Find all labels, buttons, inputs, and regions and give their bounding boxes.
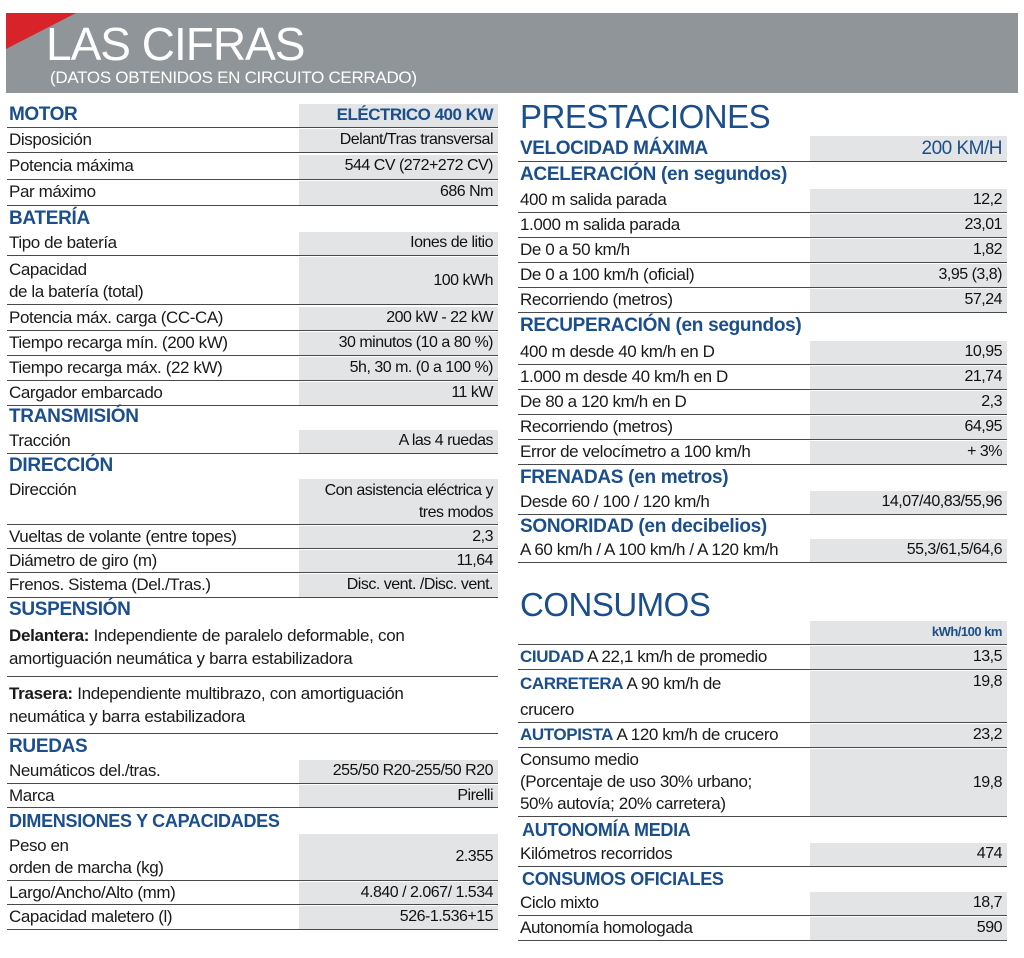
carretera-text-2: crucero <box>520 700 574 719</box>
row-value: 10,95 <box>809 341 1007 364</box>
row-value: 100 kWh <box>298 257 498 304</box>
row-label: Recorriendo (metros) <box>520 417 673 436</box>
table-row <box>7 357 498 381</box>
row-label <box>518 724 809 747</box>
row-label-line: orden de marcha (kg) <box>9 858 164 877</box>
carretera-row <box>518 671 1007 723</box>
table-row <box>518 341 1007 365</box>
trasera-text-1: Independiente multibrazo, con amortiguación <box>77 684 404 703</box>
autonomia-section-title: AUTONOMÍA MEDIA <box>522 820 691 840</box>
table-row <box>7 785 498 808</box>
velocidad-row <box>518 136 1007 162</box>
row-label: A 60 km/h / A 100 km/h / A 120 km/h <box>520 540 779 559</box>
row-value-line: Con asistencia eléctrica y <box>324 482 493 499</box>
row-value: + 3% <box>809 441 1007 464</box>
row-value: Disc. vent. /Disc. vent. <box>298 574 498 597</box>
motor-header-row <box>7 104 498 128</box>
row-value: 19,8 <box>809 749 1007 816</box>
autopista-key: AUTOPISTA <box>520 725 614 744</box>
row-label: Tiempo recarga máx. (22 kW) <box>9 358 223 377</box>
row-value: Iones de litio <box>298 232 498 255</box>
page-title: LAS CIFRAS <box>46 18 305 70</box>
row-label <box>7 257 298 304</box>
table-row <box>518 391 1007 415</box>
delantera-text-1: Independiente de paralelo deformable, con <box>93 626 405 645</box>
row-value: 544 CV (272+272 CV) <box>298 155 498 179</box>
row-label: 400 m salida parada <box>520 190 667 209</box>
row-value: 4.840 / 2.067/ 1.534 <box>298 882 498 904</box>
row-value: 2,3 <box>809 391 1007 414</box>
row-value: 255/50 R20-255/50 R20 <box>298 760 498 783</box>
row-label: Tipo de batería <box>9 233 117 252</box>
row-value: Pirelli <box>298 785 498 807</box>
suspension-trasera <box>9 682 498 728</box>
row-label: Disposición <box>9 130 92 149</box>
table-row <box>518 892 1007 916</box>
row-value: 21,74 <box>809 366 1007 389</box>
table-row <box>7 332 498 356</box>
row-value: 3,95 (3,8) <box>809 264 1007 287</box>
ruedas-section-title: RUEDAS <box>9 736 88 757</box>
table-row <box>518 917 1007 941</box>
medio-line-2: (Porcentaje de uso 30% urbano; <box>520 772 752 791</box>
table-row <box>7 834 498 881</box>
aceleracion-sub: (en segundos) <box>661 164 787 185</box>
table-row <box>518 189 1007 213</box>
row-label: 1.000 m salida parada <box>520 215 680 234</box>
consumos-unit-row <box>518 621 1007 645</box>
row-value: 57,24 <box>809 289 1007 312</box>
page-subtitle: (DATOS OBTENIDOS EN CIRCUITO CERRADO) <box>50 68 417 87</box>
ciudad-text: A 22,1 km/h de promedio <box>587 647 767 666</box>
header-banner <box>6 13 1018 93</box>
carretera-text-1: A 90 km/h de <box>626 674 721 693</box>
row-label: Neumáticos del./tras. <box>9 761 161 780</box>
row-label: Recorriendo (metros) <box>520 290 673 309</box>
autopista-text: A 120 km/h de crucero <box>616 725 779 744</box>
row-label: Marca <box>9 786 55 805</box>
row-value <box>298 479 498 524</box>
row-label-line: de la batería (total) <box>9 282 144 301</box>
row-label: Ciclo mixto <box>520 893 599 912</box>
row-label: Error de velocímetro a 100 km/h <box>520 442 751 461</box>
bateria-section-title: BATERÍA <box>9 208 90 229</box>
divider <box>7 733 498 734</box>
row-value: 11,64 <box>298 550 498 572</box>
row-value: 590 <box>809 917 1007 940</box>
table-row <box>7 430 498 454</box>
aceleracion-section-title <box>520 164 787 186</box>
ciudad-row <box>518 646 1007 670</box>
row-value: 64,95 <box>809 416 1007 439</box>
autopista-row <box>518 724 1007 748</box>
row-label: De 80 a 120 km/h en D <box>520 392 687 411</box>
recuperacion-label: RECUPERACIÓN <box>520 315 671 336</box>
row-value: 1,82 <box>809 239 1007 262</box>
table-row <box>7 307 498 331</box>
sonoridad-label: SONORIDAD <box>520 516 634 537</box>
delantera-text-2: amortiguación neumática y barra estabilizadora <box>9 649 353 668</box>
row-label: Kilómetros recorridos <box>520 844 673 863</box>
medio-line-3: 50% autovía; 20% carretera) <box>520 794 726 813</box>
row-label: Tracción <box>9 431 71 450</box>
table-row <box>7 479 498 525</box>
table-row <box>7 882 498 905</box>
row-value: Delant/Tras transversal <box>298 129 498 152</box>
table-row <box>518 491 1007 515</box>
table-row <box>7 526 498 549</box>
table-row <box>7 382 498 406</box>
row-value: 13,5 <box>809 646 1007 669</box>
row-label-line: Peso en <box>9 836 69 855</box>
row-label: 1.000 m desde 40 km/h en D <box>520 367 728 386</box>
direccion-section-title: DIRECCIÓN <box>9 455 113 476</box>
carretera-key: CARRETERA <box>520 674 624 693</box>
frenadas-section-title <box>520 467 728 489</box>
velocidad-label: VELOCIDAD MÁXIMA <box>520 138 708 159</box>
table-row <box>518 539 1007 563</box>
row-label <box>518 671 809 722</box>
consumos-title: CONSUMOS <box>520 586 711 623</box>
ciudad-key: CIUDAD <box>520 647 584 666</box>
oficiales-section-title: CONSUMOS OFICIALES <box>522 869 724 889</box>
row-value: 23,01 <box>809 214 1007 237</box>
frenadas-sub: (en metros) <box>628 467 729 488</box>
table-row <box>518 289 1007 313</box>
dimensiones-section-title: DIMENSIONES Y CAPACIDADES <box>9 811 280 831</box>
table-row <box>518 843 1007 867</box>
row-label: Potencia máx. carga (CC-CA) <box>9 308 224 327</box>
table-row <box>7 574 498 598</box>
row-label: Par máximo <box>9 182 96 201</box>
row-label: Largo/Ancho/Alto (mm) <box>9 883 176 902</box>
aceleracion-label: ACELERACIÓN <box>520 164 657 185</box>
row-label <box>7 834 298 880</box>
table-row <box>7 550 498 573</box>
row-value: 18,7 <box>809 892 1007 915</box>
row-label: Vueltas de volante (entre topes) <box>9 527 237 546</box>
velocidad-value: 200 KM/H <box>809 136 1007 161</box>
row-label: Diámetro de giro (m) <box>9 551 157 570</box>
prestaciones-title: PRESTACIONES <box>520 98 771 135</box>
medio-line-1: Consumo medio <box>520 750 639 769</box>
row-label: Capacidad maletero (l) <box>9 907 173 926</box>
recuperacion-section-title <box>520 315 801 337</box>
consumo-medio-row <box>518 749 1007 817</box>
row-value: 30 minutos (10 a 80 %) <box>298 332 498 355</box>
sonoridad-sub: (en decibelios) <box>638 516 767 537</box>
row-value-line: tres modos <box>418 504 493 521</box>
table-row <box>518 441 1007 465</box>
table-row <box>518 416 1007 440</box>
suspension-delantera <box>9 624 498 670</box>
table-row <box>518 214 1007 238</box>
row-label: 400 m desde 40 km/h en D <box>520 342 715 361</box>
row-value: A las 4 ruedas <box>298 430 498 453</box>
row-label: Desde 60 / 100 / 120 km/h <box>520 492 710 511</box>
row-value: 2.355 <box>298 834 498 880</box>
row-label <box>518 749 809 816</box>
row-value: 23,2 <box>809 724 1007 747</box>
table-row <box>7 129 498 153</box>
sonoridad-section-title <box>520 516 767 538</box>
table-row <box>7 257 498 305</box>
row-label-line: Capacidad <box>9 260 87 279</box>
row-label: De 0 a 100 km/h (oficial) <box>520 265 695 284</box>
table-row <box>518 239 1007 263</box>
delantera-key: Delantera: <box>9 626 90 645</box>
table-row <box>518 366 1007 390</box>
trasera-key: Trasera: <box>9 684 73 703</box>
row-value: 14,07/40,83/55,96 <box>809 491 1007 514</box>
row-value: 474 <box>809 843 1007 866</box>
table-row <box>518 264 1007 288</box>
row-value: 2,3 <box>298 526 498 548</box>
suspension-section-title: SUSPENSIÓN <box>9 599 131 620</box>
consumos-unit: kWh/100 km <box>809 621 1007 644</box>
table-row <box>7 181 498 206</box>
row-label <box>518 646 809 669</box>
transmision-section-title: TRANSMISIÓN <box>9 406 139 427</box>
row-label: Cargador embarcado <box>9 383 163 402</box>
motor-section-title: MOTOR <box>9 104 78 125</box>
row-value: 686 Nm <box>298 181 498 205</box>
row-label: Tiempo recarga mín. (200 kW) <box>9 333 228 352</box>
row-label: Frenos. Sistema (Del./Tras.) <box>9 575 211 594</box>
row-value: 55,3/61,5/64,6 <box>809 539 1007 562</box>
table-row <box>7 232 498 256</box>
divider <box>7 676 498 677</box>
row-value: 19,8 <box>809 671 1007 722</box>
frenadas-label: FRENADAS <box>520 467 624 488</box>
row-value: 12,2 <box>809 189 1007 212</box>
row-value: 5h, 30 m. (0 a 100 %) <box>298 357 498 380</box>
row-label: Potencia máxima <box>9 156 134 175</box>
row-label: De 0 a 50 km/h <box>520 240 630 259</box>
motor-type-value: ELÉCTRICO 400 KW <box>298 104 498 127</box>
table-row <box>7 760 498 784</box>
table-row <box>7 906 498 930</box>
row-value: 526-1.536+15 <box>298 906 498 929</box>
recuperacion-sub: (en segundos) <box>675 315 802 336</box>
trasera-text-2: neumática y barra estabilizadora <box>9 707 246 726</box>
row-label: Autonomía homologada <box>520 918 693 937</box>
row-value: 11 kW <box>298 382 498 405</box>
table-row <box>7 155 498 180</box>
row-label: Dirección <box>9 480 77 499</box>
row-value: 200 kW - 22 kW <box>298 307 498 330</box>
unit-row-spacer <box>518 621 809 644</box>
